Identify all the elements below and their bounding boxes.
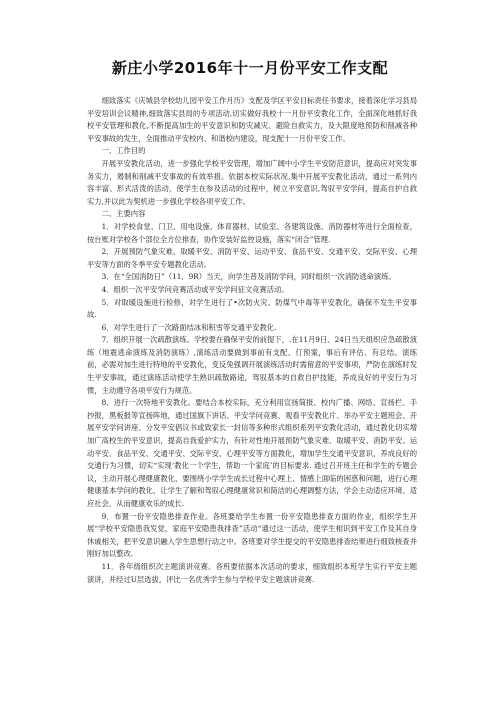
goals-paragraph: 开展平安教化活动，进一步强化学校平安管理，增加广阔中小学生平安防范意识，提高应对突发事务实力，遏制和削减平安事故的有效举措。依据本校实际状况,集中开展平安教化活动，通过一系列内容丰富、形式活泼的活动，使学生在参及活动的过程中，树立平安意识,驾驭平安学问，提高自护自救实力,并以此为契机进一步强化学校各项平安工作。 [87,158,417,206]
content-item-3: 3．在“全国消防日”（11．9R）当天，向学生普及消防学问，同时组织一次消防逃命演练。 [101,272,396,282]
content-item-1: 1．对学校食堂、门卫、用电设施、体育器材、试验室、各建筑设施、消防器材等进行全面检查，按台账对学校各个部位全方位排查，协作安装好监控设施，落实“闭合”管理. [87,221,417,244]
content-item-9: 9．布置一份平安隐患排查作业。各班要给学生布置一份平安隐患排查方面的作业，组织学生开展“学校平安隐患我发觉，家庭平安隐患我排查”活动“通过这一活动，使学生相识到平安工作及其自身休戚相关，把平安意识融入学生思想行动之中。各班要对学生提交的平安隐患排查结果进行细致核查并刚好加以整改. [87,511,417,559]
intro-paragraph: 细致落实《庆城县学校幼儿园平安工作月历》支配及学区平安目标责任书要求，接着深化学习县局平安培训会议精神,细致落实县局的专项活动,切实做好我校十一月份平安教化工作，全面深化地抓好我校平安管理和教化,不断提高加生的平安意识和防灾减灾、避险自救实力，及大限度地预防和削减各种平安事故的发生，全面推动平安校内、和谐校内建设，现支配十一月份平安工作。 [87,96,417,143]
content-item-7: 7．组织开展一次疏散演练。学校要在确保平安的前提下，.在11月9日、24日当天组织应急疏散演练（地震逃命演练及消防演练）,演练活动要做到事前有支配、仃预案，事后有评估、有总结。演练前，必需对加生进行特地的平安教化，变反兔强调开展演练活动时需留意的平安事项，严防在演练时发生平安事故，通过演练活动使学生熟识疏散路途，驾驭基本的自救自护技能，养成良好的平安行为习惯，主动遵守各项平安行为规范。 [87,335,417,395]
section-heading-content: 二、主要内容 [101,209,146,219]
content-item-5: 5．对取暖设施进行检修，对学生进行了•次防火灾、防煤气中毒等平安教化，确保不发生平安事故. [87,297,417,320]
content-item-8: 8．进行一次特地平安教化。要结合本校实际，充分利用宣扬简报、校内广播、网络、宣扬栏、手抄报，黑板报等宣扬阵地，通过国旗下讲话、平安学问竞赛、观看平安教化片、举办平安主题班会、开展平安学问讲座、分发平安倡议书或致家长一封信等多种形式组织系列平安教化活动，通过教化切实增加广高校生的平安意识，提高自我爱护实力，有针对性地开展预防气象灾难、取暖平安、消防平安、运动平安、食品平安、交通平安、交际平安、心理平安等方面教化，增加学生交通平安意识，养成良好的交通行为习惯，切实“实现‘教化一个学生，帮助一个家庭’的目标要求. 通过召开班主任和学生的专题会议，主动开展心理健康教化，要围绕小学学生成长过程中心理上、情感上面临的困惑和问题，进行心理健康基本学问的教化，让学生了解和驾驭心理健康常识和简洁的心理调整方法，学会主动适应环境、适应社会，从而健康欢乐的成长. [87,398,417,508]
document-title: 新庄小学2016年十一月份平安工作支配 [111,59,389,77]
content-item-4: 4．组织一次平安学问竞赛活动或平安学问征文竞赛活动。 [101,284,289,294]
content-item-2: 2．开展预防气象灾难、取暖平安、消防平安、运动平安、食品平安、交通平安、交际平安、心理平安等方面的冬季平安专题教化活动。 [87,247,417,269]
document-body [87,95,417,586]
section-heading-goals: 一、工作目的 [101,146,146,156]
content-item-11: 11．各年级组织次主题演讲竞赛。各班要依据本次活动的要求，细致组织本班学生实行平安主题演讲，并经过U层选拔，评比一名优秀学生参与学校平安主题演讲竞赛. [87,561,417,584]
content-item-6: 6．对学生进行了一次路面结冰和积雪等交通平安教化. [101,322,277,332]
